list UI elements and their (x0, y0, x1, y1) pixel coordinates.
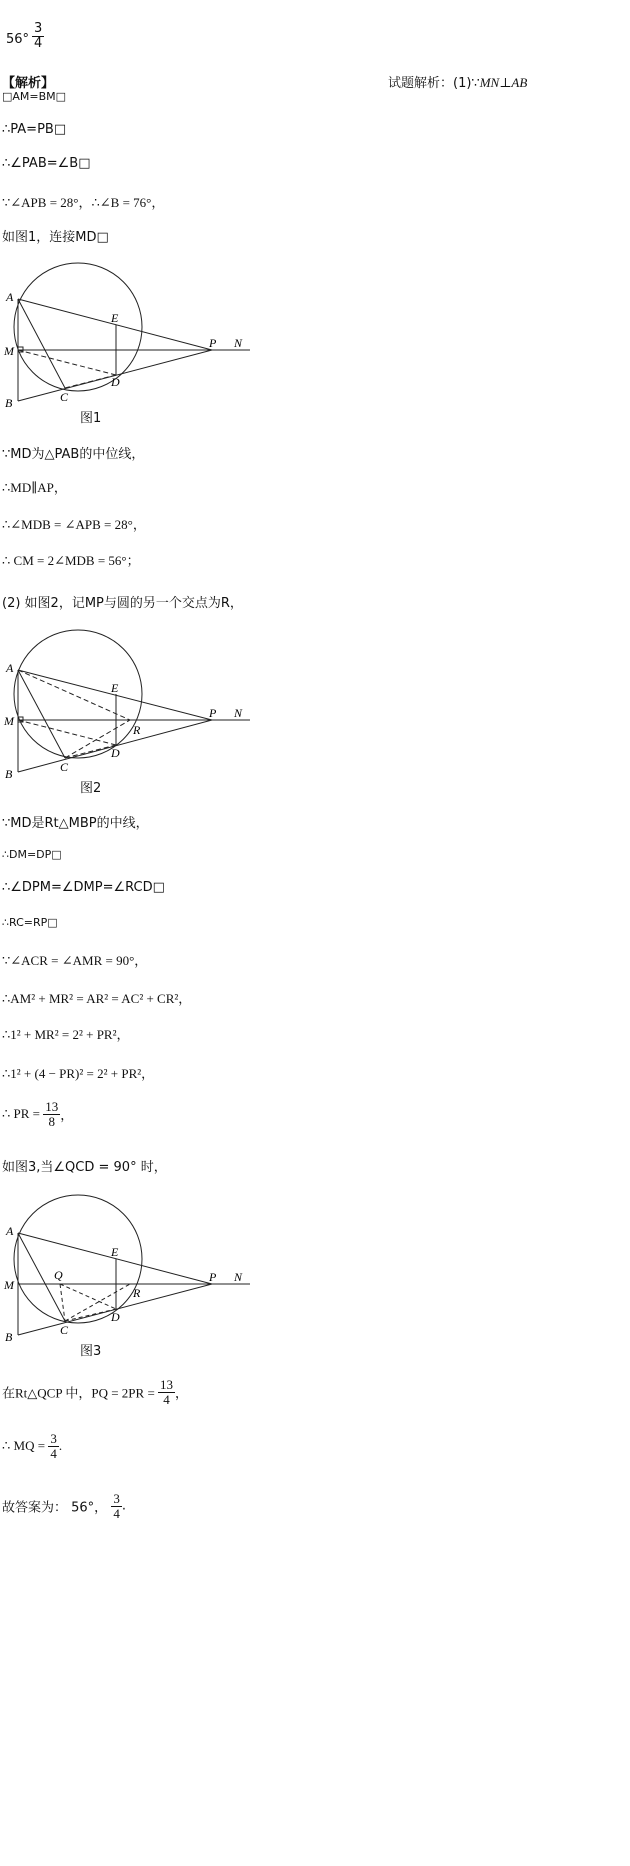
analysis-line-4: ∵∠APB = 28°，∴∠B = 76°， (2, 195, 165, 210)
fig3-label-D: D (111, 1310, 120, 1324)
fig3-label-P: P (209, 1270, 217, 1284)
analysis-title: 【解析】 (2, 76, 55, 91)
fig3-label-B: B (5, 1330, 13, 1344)
mq-frac-den: 4 (50, 1445, 57, 1461)
part2-line-7: ∴1² + MR² = 2² + PR²， (2, 1027, 130, 1042)
fig2-label-M: M (4, 714, 14, 728)
fig2-label-R: R (133, 723, 141, 737)
part1-line-2: ∴MD∥AP， (2, 480, 67, 495)
fig3-label-R: R (133, 1286, 141, 1300)
fig1-label-N: N (234, 336, 243, 350)
fig2-label-D: D (111, 746, 120, 760)
fig2-label-B: B (5, 767, 13, 781)
figure-2-caption: 图2 (80, 781, 102, 796)
fig3-label-N: N (234, 1270, 243, 1284)
fig1-label-B: B (5, 396, 13, 410)
answer-frac-num: 3 (34, 21, 43, 36)
analysis-line-2: ∴PA=PB□ (2, 122, 67, 137)
final-answer-fraction (111, 1492, 122, 1520)
pq-frac-den: 4 (163, 1391, 170, 1407)
fig1-label-C: C (60, 390, 69, 404)
part2-line-6: ∴AM² + MR² = AR² = AC² + CR²， (2, 991, 192, 1006)
fig1-label-A: A (6, 290, 14, 304)
figure-1 (0, 255, 260, 425)
fig3-label-Q: Q (54, 1268, 63, 1282)
fig2-label-A: A (6, 661, 14, 675)
final-frac-num: 3 (113, 1491, 120, 1506)
figure-3-caption: 图3 (80, 1344, 102, 1359)
answer-frac-den: 4 (34, 35, 43, 51)
pq-frac-num: 13 (160, 1377, 174, 1392)
part2-line-3: ∴∠DPM=∠DMP=∠RCD□ (2, 880, 165, 895)
pr-result-tail: ， (60, 1107, 74, 1123)
fig2-label-N: N (234, 706, 243, 720)
mq-line-lhs: ∴ MQ = (2, 1438, 46, 1454)
mq-line-fraction (48, 1432, 59, 1460)
analysis-line-5: 如图1，连接MD□ (2, 230, 109, 245)
fig3-circle (14, 1195, 142, 1323)
fig2-label-C: C (60, 760, 69, 774)
part2-line-8: ∴1² + (4 − PR)² = 2² + PR²， (2, 1066, 155, 1081)
mq-line (2, 1432, 62, 1460)
pr-result-fraction (43, 1100, 60, 1128)
part2-line-2: ∴DM=DP□ (2, 848, 62, 861)
answer-angle: 56° (6, 32, 30, 47)
fig2-circle (14, 630, 142, 758)
mq-frac-num: 3 (50, 1431, 57, 1446)
pq-line (2, 1378, 188, 1406)
figure-1-caption: 图1 (80, 411, 102, 426)
analysis-right-label (388, 72, 527, 91)
pq-line-tail: ， (175, 1385, 189, 1401)
part2-line-4: ∴RC=RP□ (2, 916, 58, 929)
part1-line-4: ∴ CM = 2∠MDB = 56°； (2, 553, 140, 568)
final-answer-lhs: 故答案为： 56°， (2, 1500, 108, 1516)
fig3-label-E: E (111, 1245, 119, 1259)
fig3-label-C: C (60, 1323, 69, 1337)
pr-result-lhs: ∴ PR = (2, 1106, 41, 1122)
pq-line-lhs: 在Rt△QCP 中，PQ = 2PR = (2, 1385, 155, 1401)
part1-line-3: ∴∠MDB = ∠APB = 28°， (2, 517, 146, 532)
fig1-label-D: D (111, 375, 120, 389)
figure-3-intro: 如图3,当∠QCD = 90° 时， (2, 1160, 167, 1175)
pr-frac-num: 13 (45, 1099, 59, 1114)
analysis-right-expr: MN⊥AB (479, 75, 528, 90)
fig1-label-M: M (4, 344, 14, 358)
analysis-line-1: □AM=BM□ (2, 90, 67, 103)
analysis-right-text: 试题解析：(1)∵ (388, 76, 480, 91)
part2-line-1: ∵MD是Rt△MBP的中线， (2, 816, 149, 831)
part2-intro: (2) 如图2，记MP与圆的另一个交点为R， (2, 596, 243, 611)
fig2-label-E: E (111, 681, 119, 695)
final-answer (2, 1492, 126, 1520)
fig1-label-P: P (209, 336, 217, 350)
analysis-line-3: ∴∠PAB=∠B□ (2, 156, 91, 171)
answer-fraction (32, 22, 44, 50)
pr-result (2, 1100, 73, 1128)
fig2-label-P: P (209, 706, 217, 720)
mq-line-tail: . (58, 1438, 63, 1454)
pq-line-fraction (158, 1378, 175, 1406)
figure-2 (0, 622, 260, 792)
final-answer-tail: . (121, 1498, 126, 1514)
part1-line-1: ∵MD为△PAB的中位线， (2, 447, 145, 462)
fig3-label-M: M (4, 1278, 14, 1292)
part2-line-5: ∵∠ACR = ∠AMR = 90°， (2, 953, 148, 968)
fig1-label-E: E (111, 311, 119, 325)
pr-frac-den: 8 (48, 1113, 56, 1129)
figure-3 (0, 1187, 260, 1357)
fig3-label-A: A (6, 1224, 14, 1238)
final-frac-den: 4 (113, 1505, 120, 1521)
